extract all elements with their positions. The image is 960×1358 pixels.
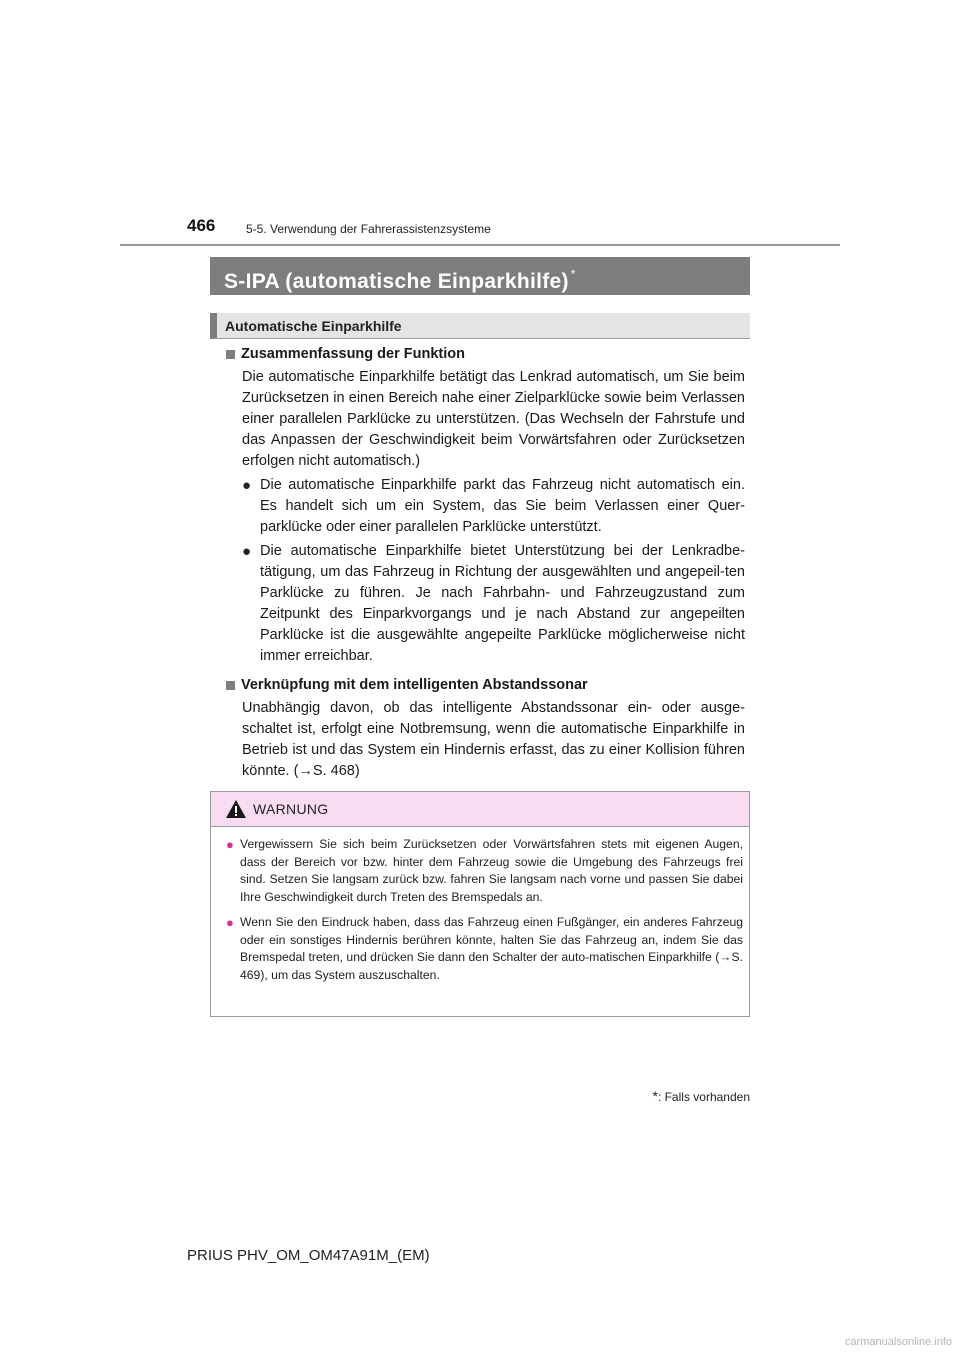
section-heading-text: Zusammenfassung der Funktion [241, 346, 465, 362]
warning-item [226, 914, 743, 984]
section-heading [226, 344, 745, 365]
subheading: Automatische Einparkhilfe [210, 313, 750, 339]
section-heading-text: Verknüpfung mit dem intelligenten Abstandssonar [241, 677, 588, 693]
page-number: 466 [187, 216, 216, 235]
section-heading [226, 675, 745, 696]
footnote [652, 1088, 750, 1104]
list-item-text: Die automatische Einparkhilfe parkt das Fahrzeug nicht automatisch ein. Es handelt sich um ein System, das Sie beim Verlassen einer Quer-parklücke oder einer parallelen Parklücke unterstützt. [260, 477, 745, 535]
footnote-text: : Falls vorhanden [657, 1090, 750, 1104]
warning-item-text: Wenn Sie den Eindruck haben, dass das Fahrzeug einen Fußgänger, ein anderes Fahrzeug oder ein sonstiges Hindernis berühren könnte, halten Sie das Fahrzeug an, indem Sie das Bremspedal treten, und drücken Sie dann den Schalter der auto-matischen Einparkhilfe (→S. 469), um das System auszuschalten. [240, 915, 743, 982]
circle-bullet-icon: ● [242, 543, 252, 560]
list-item [242, 541, 745, 667]
page-title-text: S-IPA (automatische Einparkhilfe) [224, 270, 569, 293]
section-list [242, 475, 745, 667]
warning-item [226, 836, 743, 906]
circle-bullet-icon: ● [226, 915, 234, 930]
circle-bullet-icon: ● [226, 837, 234, 852]
title-footnote-marker: * [570, 267, 576, 281]
watermark: carmanualsonline.info [844, 1336, 952, 1348]
page-title [210, 257, 750, 295]
warning-box [210, 791, 750, 1017]
footnote-marker: * [652, 1088, 658, 1104]
warning-item-text: Vergewissern Sie sich beim Zurücksetzen oder Vorwärtsfahren stets mit eigenen Augen, dass der Bereich vor bzw. hinter dem Fahrzeug sowie die Umgebung des Fahrzeugs frei sind. Setzen Sie langsam zurück bzw. fahren Sie langsam nach vorne und passen Sie dabei Ihre Geschwindigkeit durch Treten des Bremspedals an. [240, 837, 743, 904]
main-content [226, 344, 745, 782]
list-item [242, 475, 745, 538]
square-bullet-icon [226, 681, 235, 690]
warning-triangle-icon [225, 799, 247, 819]
section-path: 5-5. Verwendung der Fahrerassistenzsysteme [246, 222, 491, 236]
circle-bullet-icon: ● [242, 477, 252, 494]
warning-body [211, 827, 749, 984]
section-paragraph: Die automatische Einparkhilfe betätigt das Lenkrad automatisch, um Sie beim Zurücksetzen in einen Bereich nahe einer Zielparklücke sowie beim Verlassen einer parallelen Parklücke zu unterstützen. (Das Wechseln der Fahrstufe und das Anpassen der Geschwindigkeit beim Vorwärtsfahren oder Zurücksetzen erfolgen nicht automatisch.) [242, 369, 745, 469]
square-bullet-icon [226, 350, 235, 359]
header-divider [120, 244, 840, 246]
section-paragraph: Unabhängig davon, ob das intelligente Abstandssonar ein- oder ausge-schaltet ist, erfolgt eine Notbremsung, wenn die automatische Einparkhilfe in Betrieb ist und das System ein Hindernis erfasst, das zu einer Kollision führen könnte. (→S. 468) [242, 700, 745, 779]
document-id: PRIUS PHV_OM_OM47A91M_(EM) [187, 1247, 430, 1264]
list-item-text: Die automatische Einparkhilfe bietet Unterstützung bei der Lenkradbe-tätigung, um das Fahrzeug in Richtung der ausgewählten und angepeil-ten Parklücke zu führen. Je nach Fahrbahn- und Fahrzeugzustand zum Zeitpunkt des Einparkvorgangs und je nach Abstand zur angepeilten Parklücke ist die ausgewählte angepeilte Parklücke möglicherweise nicht immer erreichbar. [260, 543, 745, 664]
warning-header [211, 792, 749, 827]
warning-label: WARNUNG [253, 801, 329, 817]
